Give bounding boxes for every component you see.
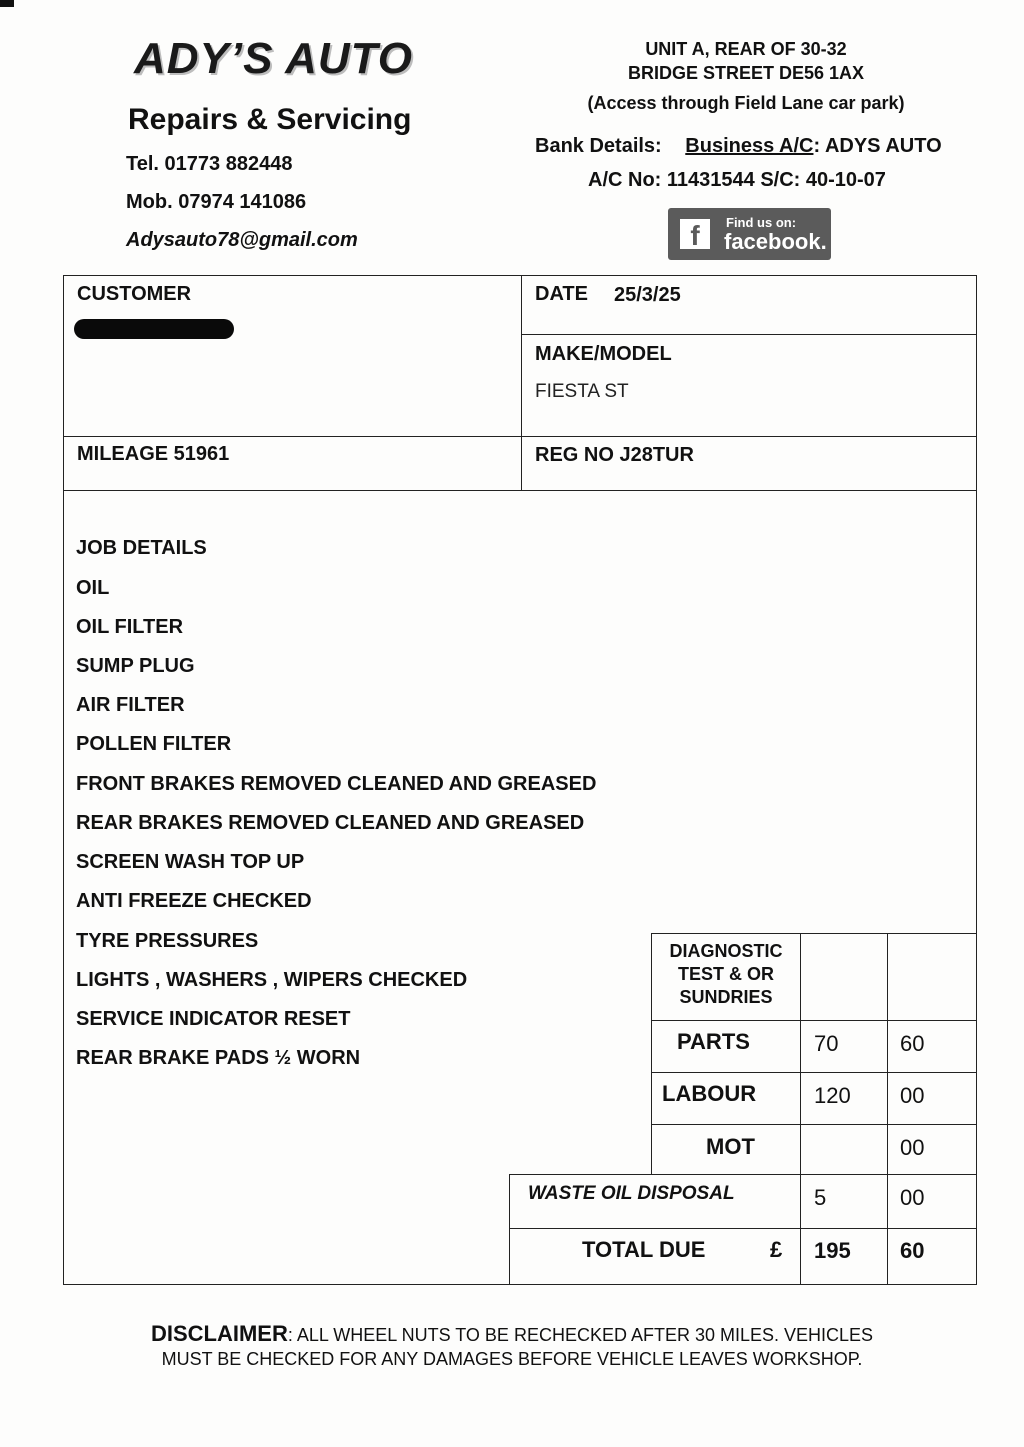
job-item: SCREEN WASH TOP UP <box>76 851 305 873</box>
disclaimer-line-1 <box>60 1322 964 1347</box>
disclaimer-text-1: ALL WHEEL NUTS TO BE RECHECKED AFTER 30 MILES. VEHICLES <box>296 1325 874 1345</box>
divider <box>509 1174 510 1284</box>
divider <box>509 1228 976 1229</box>
waste-oil-pounds: 5 <box>814 1185 827 1210</box>
job-item: SUMP PLUG <box>76 655 195 677</box>
job-item: POLLEN FILTER <box>76 733 232 755</box>
divider <box>64 436 976 437</box>
job-item: AIR FILTER <box>76 694 185 716</box>
waste-oil-label: WASTE OIL DISPOSAL <box>528 1183 735 1204</box>
job-item: SERVICE INDICATOR RESET <box>76 1008 351 1030</box>
parts-pence: 60 <box>900 1031 925 1056</box>
divider <box>651 933 976 934</box>
address-access-note: (Access through Field Lane car park) <box>587 93 905 113</box>
total-pounds: 195 <box>814 1238 851 1263</box>
job-item: ANTI FREEZE CHECKED <box>76 890 312 912</box>
make-model-label: MAKE/MODEL <box>535 343 672 365</box>
facebook-icon: f <box>680 219 710 249</box>
email-address: Adysauto78@gmail.com <box>126 229 358 251</box>
reg-number: REG NO J28TUR <box>535 444 694 466</box>
diagnostic-label-line: DIAGNOSTIC <box>669 941 783 961</box>
job-item: REAR BRAKES REMOVED CLEANED AND GREASED <box>76 812 585 834</box>
mileage: MILEAGE 51961 <box>77 443 230 465</box>
facebook-wordmark: facebook. <box>724 229 827 254</box>
job-item: LIGHTS , WASHERS , WIPERS CHECKED <box>76 969 468 991</box>
date-value: 25/3/25 <box>614 284 681 306</box>
diagnostic-label-line: SUNDRIES <box>679 987 773 1007</box>
facebook-find-text: Find us on: <box>726 215 797 230</box>
total-pence: 60 <box>900 1238 925 1263</box>
disclaimer-title: DISCLAIMER <box>150 1321 288 1346</box>
divider <box>800 933 801 1284</box>
currency-symbol: £ <box>770 1237 783 1262</box>
address-line-2: BRIDGE STREET DE56 1AX <box>627 63 865 83</box>
job-item: FRONT BRAKES REMOVED CLEANED AND GREASED <box>76 773 597 795</box>
divider <box>64 490 976 491</box>
job-item: REAR BRAKE PADS ½ WORN <box>76 1047 361 1069</box>
customer-label: CUSTOMER <box>77 283 192 305</box>
labour-pounds: 120 <box>814 1083 851 1108</box>
diagnostic-label-line: TEST & OR <box>677 964 774 984</box>
mobile: Mob. 07974 141086 <box>126 191 307 213</box>
bank-account-name: : ADYS AUTO <box>813 135 942 157</box>
mot-label: MOT <box>706 1134 755 1159</box>
facebook-badge <box>668 208 831 260</box>
disclaimer-colon: : <box>287 1325 293 1345</box>
total-due-label: TOTAL DUE <box>582 1237 706 1262</box>
diagnostic-label <box>652 940 800 1009</box>
telephone: Tel. 01773 882448 <box>126 153 293 175</box>
waste-oil-pence: 00 <box>900 1185 925 1210</box>
divider <box>509 1174 976 1175</box>
divider <box>651 1020 976 1021</box>
business-name: ADY’S AUTO <box>134 34 413 83</box>
divider <box>887 933 888 1284</box>
divider <box>651 1124 976 1125</box>
address-line-1: UNIT A, REAR OF 30-32 <box>645 39 847 59</box>
divider <box>651 1072 976 1073</box>
disclaimer-line-2: MUST BE CHECKED FOR ANY DAMAGES BEFORE VEHICLE LEAVES WORKSHOP. <box>161 1349 863 1369</box>
mot-pence: 00 <box>900 1135 925 1160</box>
bank-account-label: Business A/C <box>685 135 814 157</box>
job-item: OIL <box>76 577 110 599</box>
scan-corner-mark <box>0 0 14 7</box>
date-label: DATE <box>535 283 588 305</box>
bank-details-label: Bank Details: <box>535 135 662 157</box>
customer-name-redaction <box>74 319 234 339</box>
parts-pounds: 70 <box>814 1031 839 1056</box>
parts-label: PARTS <box>677 1029 750 1054</box>
disclaimer <box>60 1322 964 1371</box>
job-details-title: JOB DETAILS <box>76 537 207 559</box>
business-tagline: Repairs & Servicing <box>128 103 412 136</box>
divider <box>521 334 976 335</box>
labour-label: LABOUR <box>662 1081 757 1106</box>
make-model-value: FIESTA ST <box>535 381 629 402</box>
labour-pence: 00 <box>900 1083 925 1108</box>
bank-details <box>535 135 942 158</box>
account-numbers: A/C No: 11431544 S/C: 40-10-07 <box>588 169 886 191</box>
job-item: TYRE PRESSURES <box>76 930 259 952</box>
divider <box>521 276 522 491</box>
job-item: OIL FILTER <box>76 616 184 638</box>
